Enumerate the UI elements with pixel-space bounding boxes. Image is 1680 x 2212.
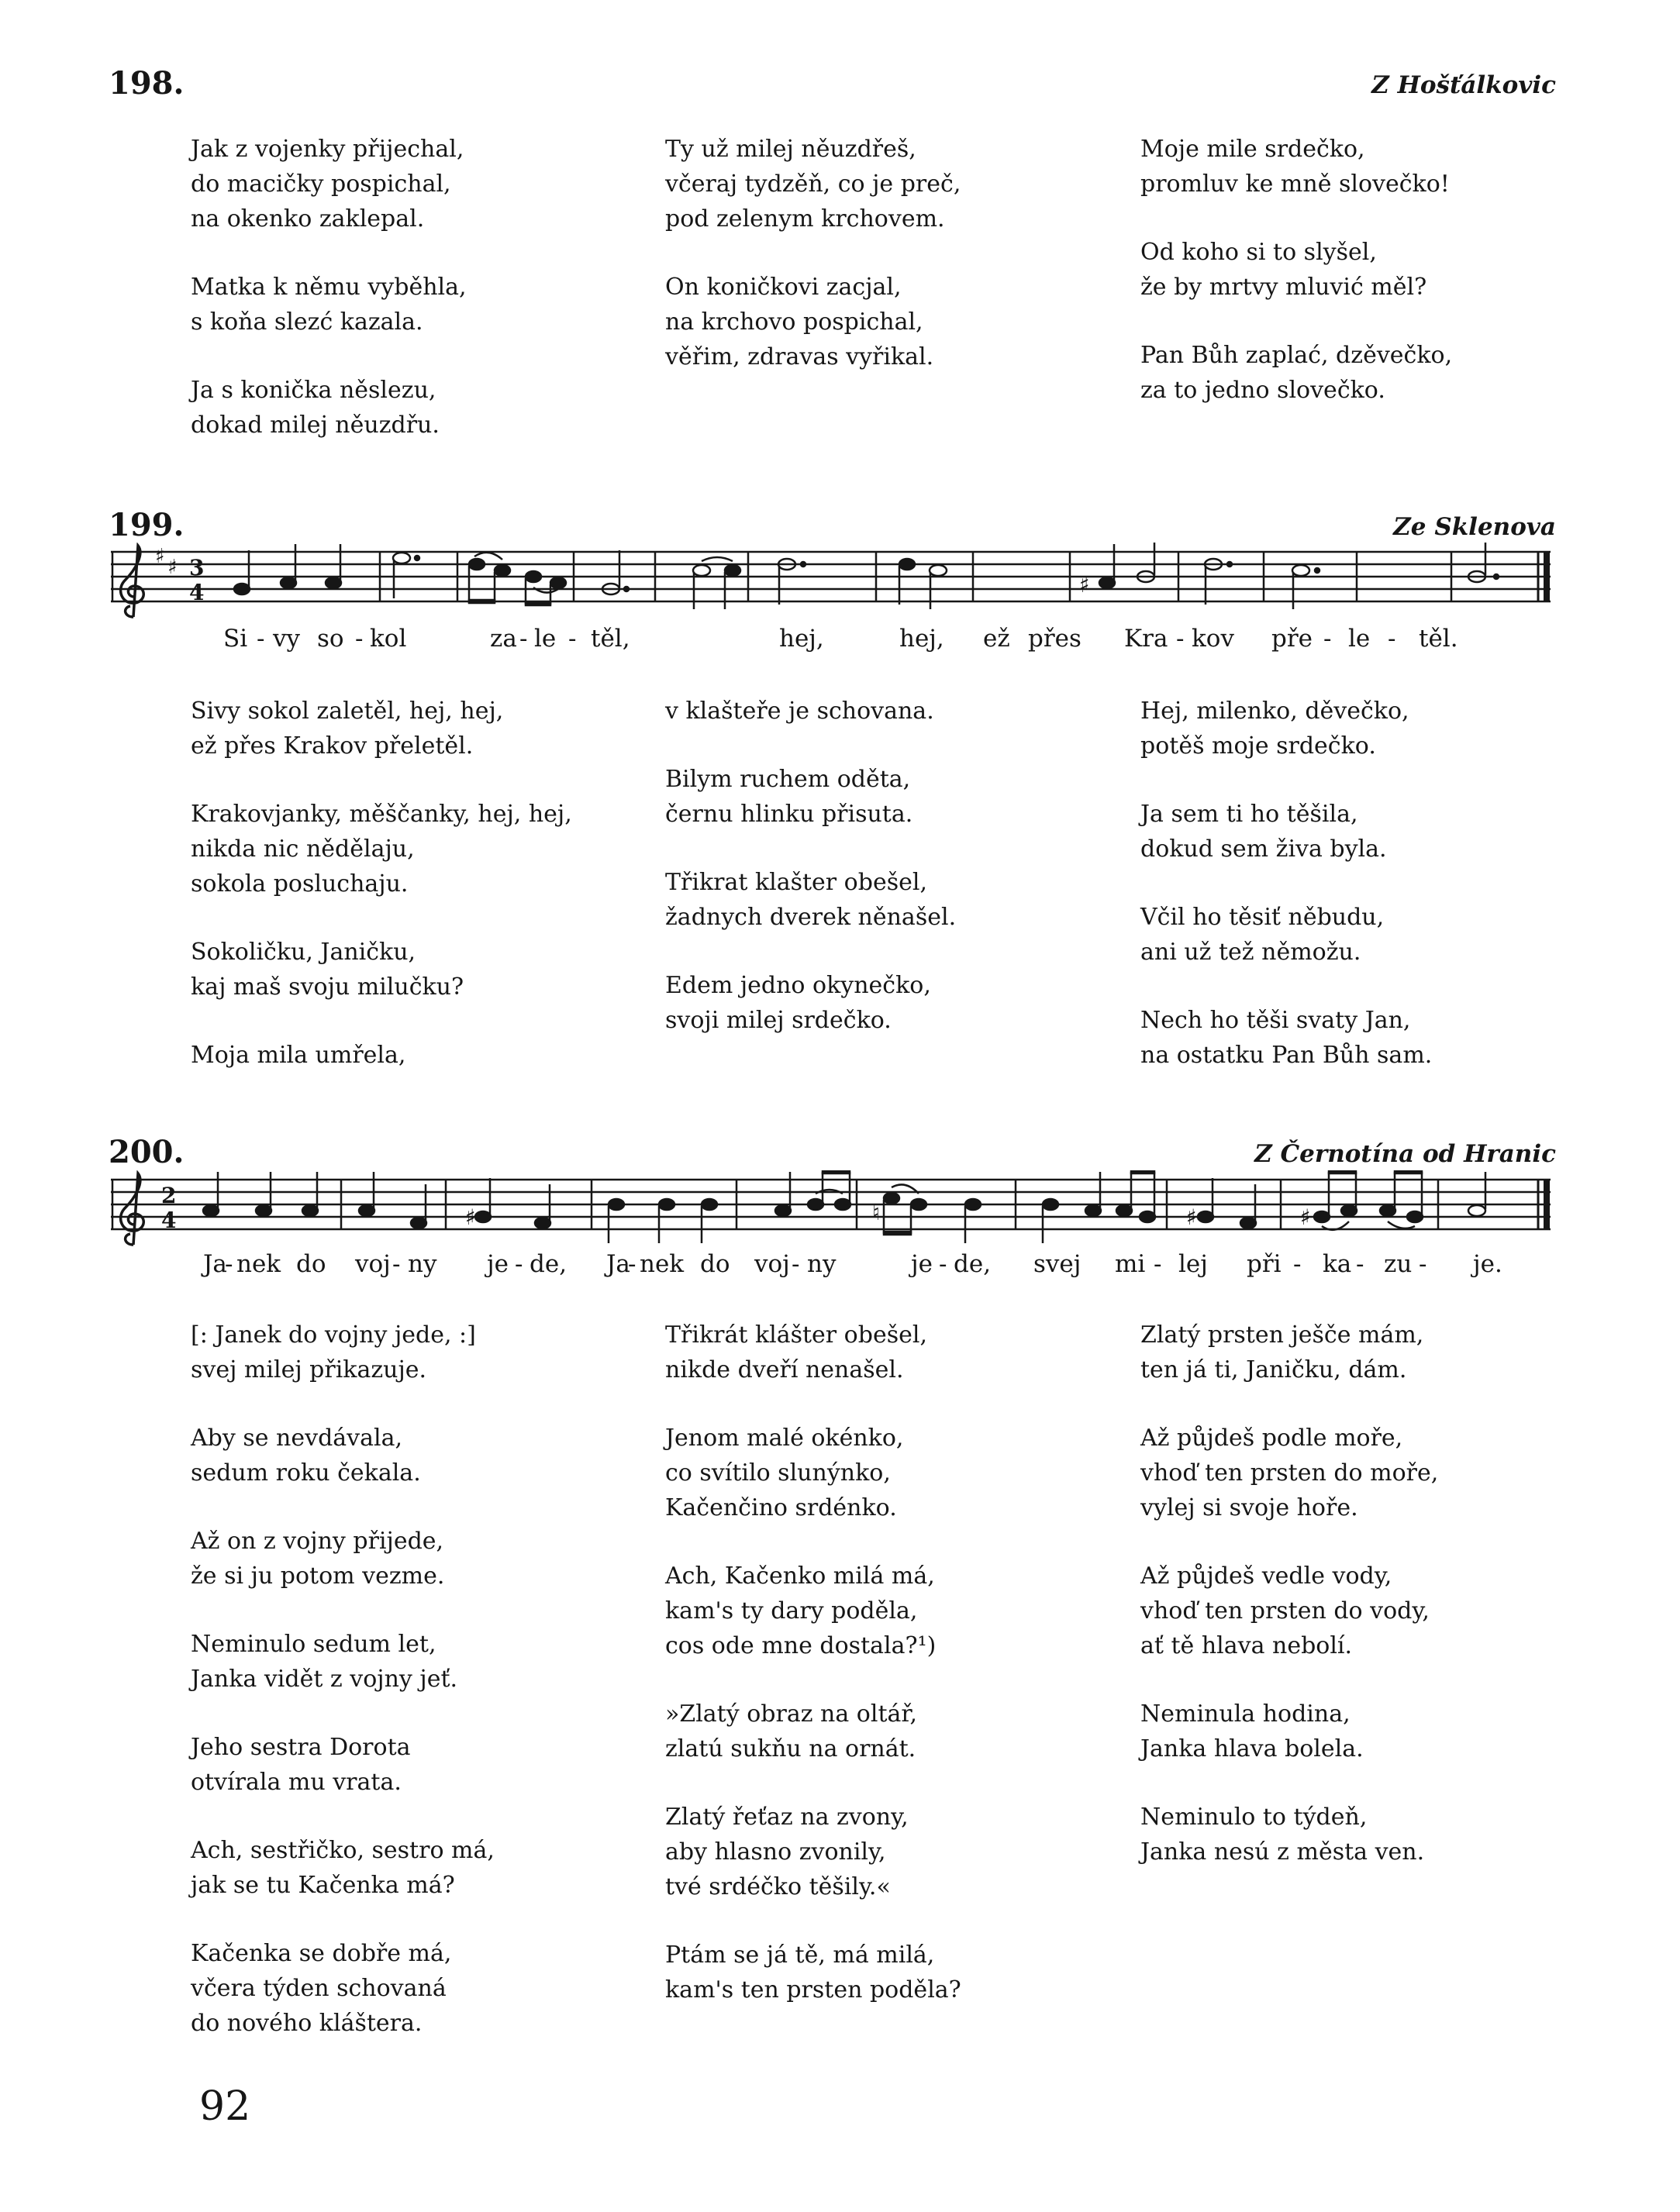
- verse-line: cos ode mne dostala?¹): [665, 1632, 937, 1659]
- song-number-199: 199.: [109, 507, 185, 543]
- verse-line: Jeho sestra Dorota: [191, 1734, 411, 1761]
- stanza: [665, 865, 956, 935]
- stanza: [665, 1938, 961, 2007]
- sharp-icon: ♯: [1079, 572, 1090, 598]
- verse-line: Neminulo to týdeň,: [1140, 1804, 1368, 1831]
- lyric-syllable: ny: [408, 1250, 437, 1278]
- lyric-syllable: -: [515, 1250, 523, 1278]
- stanza: [191, 1730, 495, 1800]
- verse-line: Třikrat klašter obešel,: [665, 869, 927, 896]
- verse-line: Třikrát klášter obešel,: [665, 1321, 927, 1349]
- stanza: [665, 968, 956, 1038]
- lyric-syllable: -: [1176, 625, 1185, 653]
- verse-line: Od koho si to slyšel,: [1140, 239, 1377, 266]
- verse-line: v klašteře je schovana.: [665, 698, 934, 725]
- lyric-syllable: -: [1293, 1250, 1302, 1278]
- verse-line: svej milej přikazuje.: [191, 1356, 427, 1383]
- verse-column-3: [1140, 1318, 1438, 1903]
- verse-line: Ja s konička něslezu,: [191, 377, 436, 404]
- verse-line: ať tě hlava nebolí.: [1140, 1632, 1353, 1659]
- verse-line: ež přes Krakov přeletěl.: [191, 732, 474, 760]
- lyric-syllable: voj: [754, 1250, 790, 1278]
- lyric-syllable: pře: [1271, 625, 1313, 653]
- verse-line: dokud sem živa byla.: [1140, 836, 1387, 863]
- lyric-syllable: -: [1419, 1250, 1427, 1278]
- stanza: [1140, 235, 1452, 305]
- lyric-syllable: -: [792, 1250, 800, 1278]
- verse-line: Ty už milej něuzdřeš,: [665, 136, 916, 163]
- verse-line: s koňa slezć kazala.: [191, 308, 423, 336]
- verse-line: Aby se nevdávala,: [191, 1425, 403, 1452]
- verse-line: vhoď ten prsten do vody,: [1140, 1597, 1430, 1625]
- song-origin-198: Z Hošťálkovic: [1371, 71, 1556, 99]
- lyric-syllable: -: [225, 1250, 233, 1278]
- verse-line: Janka vidět z vojny jeť.: [191, 1666, 458, 1693]
- lyric-syllable: hej,: [779, 625, 824, 653]
- lyric-syllable: le: [1348, 625, 1371, 653]
- verse-line: za to jedno slovečko.: [1140, 377, 1385, 404]
- lyric-syllable: nek: [640, 1250, 685, 1278]
- verse-line: Matka k němu vyběhla,: [191, 274, 467, 301]
- lyric-syllable: -: [519, 625, 528, 653]
- stanza: [191, 1833, 495, 1903]
- lyric-syllable: -: [355, 625, 364, 653]
- song-origin-199: Ze Sklenova: [1393, 513, 1556, 541]
- lyric-syllable: do: [700, 1250, 730, 1278]
- verse-line: sedum roku čekala.: [191, 1459, 421, 1487]
- music-staff-200: [0, 1170, 1680, 1256]
- lyric-syllable: kol: [370, 625, 407, 653]
- verse-line: Jak z vojenky přijechal,: [191, 136, 464, 163]
- stanza: [1140, 1003, 1432, 1073]
- verse-line: otvírala mu vrata.: [191, 1769, 402, 1796]
- stanza: [665, 694, 956, 729]
- verse-line: Kačenka se dobře má,: [191, 1940, 452, 1967]
- stanza: [665, 132, 961, 236]
- verse-line: Včil ho těsiť něbudu,: [1140, 904, 1385, 931]
- verse-line: na krchovo pospichal,: [665, 308, 923, 336]
- sharp-icon: ♯: [1186, 1204, 1197, 1230]
- verse-line: Janka hlava bolela.: [1140, 1735, 1364, 1762]
- lyric-syllable: le: [534, 625, 557, 653]
- verse-line: ani už tež němožu.: [1140, 939, 1361, 966]
- song-number-200: 200.: [109, 1134, 185, 1170]
- verse-line: ten já ti, Janičku, dám.: [1140, 1356, 1407, 1383]
- verse-line: [: Janek do vojny jede, :]: [191, 1321, 476, 1349]
- verse-line: vhoď ten prsten do moře,: [1140, 1459, 1439, 1487]
- lyric-syllable: těl,: [591, 625, 630, 653]
- lyric-syllable: -: [392, 1250, 401, 1278]
- stanza: [1140, 1421, 1438, 1525]
- lyric-syllable: je.: [1473, 1250, 1502, 1278]
- lyric-syllable: ež: [983, 625, 1010, 653]
- stanza: [191, 1421, 495, 1490]
- lyric-syllable: při: [1247, 1250, 1282, 1278]
- verse-line: Sivy sokol zaletěl, hej, hej,: [191, 698, 504, 725]
- verse-line: černu hlinku přisuta.: [665, 801, 913, 828]
- stanza: [665, 270, 961, 374]
- verse-line: »Zlatý obraz na oltář,: [665, 1700, 917, 1728]
- lyric-syllable: Ja: [606, 1250, 630, 1278]
- verse-line: Moja mila umřela,: [191, 1042, 406, 1069]
- stanza: [665, 1800, 961, 1904]
- lyric-syllable: za: [490, 625, 517, 653]
- stanza: [191, 797, 572, 901]
- verse-line: Moje mile srdečko,: [1140, 136, 1365, 163]
- verse-line: Hej, milenko, děvečko,: [1140, 698, 1409, 725]
- lyric-syllable: ka: [1323, 1250, 1352, 1278]
- lyric-syllable: lej: [1178, 1250, 1208, 1278]
- lyric-syllable: -: [628, 1250, 636, 1278]
- verse-line: Zlatý prsten ješče mám,: [1140, 1321, 1424, 1349]
- verse-line: nikda nic nědělaju,: [191, 836, 415, 863]
- natural-icon: ♮: [872, 1200, 881, 1225]
- lyric-syllable: přes: [1028, 625, 1081, 653]
- song-origin-200: Z Černotína od Hranic: [1254, 1140, 1556, 1168]
- stanza: [191, 373, 467, 443]
- verse-line: Ach, sestřičko, sestro má,: [191, 1837, 495, 1864]
- verse-line: Bilym ruchem oděta,: [665, 766, 911, 793]
- lyric-syllable: -: [568, 625, 577, 653]
- lyric-syllable: Ja: [203, 1250, 227, 1278]
- music-staff-199: [0, 543, 1680, 628]
- lyric-syllable: hej,: [899, 625, 944, 653]
- time-signature-numerator: 2: [161, 1183, 177, 1208]
- stanza: [191, 1936, 495, 2041]
- lyrics-199: [0, 625, 1680, 663]
- lyric-syllable: -: [1388, 625, 1396, 653]
- song-number-198: 198.: [109, 65, 185, 102]
- verse-column-3: [1140, 132, 1452, 441]
- stanza: [191, 1038, 572, 1073]
- verse-line: na okenko zaklepal.: [191, 205, 425, 233]
- verse-line: promluv ke mně slovečko!: [1140, 171, 1450, 198]
- time-signature-numerator: 3: [189, 555, 205, 581]
- stanza: [1140, 132, 1452, 202]
- lyric-syllable: Kra: [1124, 625, 1168, 653]
- sharp-icon: ♯: [465, 1204, 476, 1230]
- verse-line: že si ju potom vezme.: [191, 1563, 445, 1590]
- lyric-syllable: vy: [273, 625, 301, 653]
- page-number: 92: [199, 2083, 251, 2130]
- lyric-syllable: do: [296, 1250, 326, 1278]
- lyric-syllable: -: [1154, 1250, 1162, 1278]
- verse-column-2: [665, 694, 956, 1071]
- lyric-syllable: svej: [1033, 1250, 1081, 1278]
- verse-line: věřim, zdravas vyřikal.: [665, 343, 934, 370]
- stanza: [665, 1697, 961, 1766]
- time-signature-denominator: 4: [189, 580, 205, 605]
- sharp-icon: ♯: [1300, 1204, 1311, 1230]
- verse-line: zlatú sukňu na ornát.: [665, 1735, 916, 1762]
- verse-line: kam's ty dary poděla,: [665, 1597, 918, 1625]
- verse-line: aby hlasno zvonily,: [665, 1838, 886, 1866]
- verse-line: Ptám se já tě, má milá,: [665, 1942, 935, 1969]
- verse-line: jak se tu Kačenka má?: [191, 1872, 455, 1899]
- lyrics-200: [0, 1250, 1680, 1289]
- verse-line: Edem jedno okynečko,: [665, 972, 931, 999]
- verse-column-2: [665, 132, 961, 408]
- stanza: [1140, 338, 1452, 408]
- verse-line: Nech ho těši svaty Jan,: [1140, 1007, 1411, 1034]
- verse-line: Až půjdeš podle moře,: [1140, 1425, 1403, 1452]
- verse-line: Neminula hodina,: [1140, 1700, 1351, 1728]
- stanza: [191, 935, 572, 1004]
- lyric-syllable: zu: [1384, 1250, 1413, 1278]
- lyric-syllable: je: [487, 1250, 509, 1278]
- verse-line: na ostatku Pan Bůh sam.: [1140, 1042, 1433, 1069]
- stanza: [1140, 1697, 1438, 1766]
- stanza: [191, 1318, 495, 1387]
- sharp-icon: ♯: [155, 545, 165, 568]
- verse-line: Jenom malé okénko,: [665, 1425, 904, 1452]
- lyric-syllable: voj: [355, 1250, 391, 1278]
- stanza: [1140, 900, 1432, 970]
- sharp-icon: ♯: [167, 556, 178, 579]
- verse-line: Janka nesú z města ven.: [1140, 1838, 1425, 1866]
- lyric-syllable: de,: [530, 1250, 567, 1278]
- verse-line: do nového kláštera.: [191, 2010, 423, 2037]
- verse-line: žadnych dverek něnašel.: [665, 904, 957, 931]
- lyric-syllable: je: [911, 1250, 933, 1278]
- verse-line: Neminulo sedum let,: [191, 1631, 436, 1658]
- verse-line: včeraj tydzěň, co je preč,: [665, 171, 961, 198]
- verse-column-1: [191, 1318, 495, 2074]
- verse-line: sokola posluchaju.: [191, 870, 409, 898]
- stanza: [191, 1524, 495, 1594]
- lyric-syllable: -: [939, 1250, 947, 1278]
- verse-line: že by mrtvy mluvić měl?: [1140, 274, 1427, 301]
- verse-line: Ja sem ti ho těšila,: [1140, 801, 1358, 828]
- lyric-syllable: -: [1356, 1250, 1364, 1278]
- verse-line: vylej si svoje hoře.: [1140, 1494, 1358, 1521]
- verse-line: On koničkovi zacjal,: [665, 274, 902, 301]
- lyric-syllable: nek: [236, 1250, 281, 1278]
- stanza: [1140, 1800, 1438, 1869]
- verse-line: pod zelenym krchovem.: [665, 205, 945, 233]
- lyric-syllable: Si: [223, 625, 248, 653]
- verse-column-1: [191, 694, 572, 1106]
- verse-line: nikde dveří nenašel.: [665, 1356, 904, 1383]
- treble-clef-icon: [121, 546, 144, 617]
- stanza: [191, 694, 572, 763]
- stanza: [665, 1318, 961, 1387]
- stanza: [191, 270, 467, 339]
- treble-clef-icon: [121, 1173, 144, 1245]
- verse-line: kam's ten prsten poděla?: [665, 1976, 961, 2004]
- verse-line: včera týden schovaná: [191, 1975, 447, 2002]
- verse-line: co svítilo slunýnko,: [665, 1459, 891, 1487]
- stanza: [1140, 1318, 1438, 1387]
- stanza: [1140, 797, 1432, 867]
- stanza: [1140, 1559, 1438, 1663]
- stanza: [665, 1559, 961, 1663]
- verse-line: dokad milej něuzdřu.: [191, 412, 440, 439]
- verse-line: Sokoličku, Janičku,: [191, 939, 416, 966]
- verse-line: Pan Bůh zaplać, dzěvečko,: [1140, 342, 1453, 369]
- stanza: [665, 762, 956, 832]
- verse-line: Krakovjanky, měščanky, hej, hej,: [191, 801, 572, 828]
- stanza: [665, 1421, 961, 1525]
- time-signature-denominator: 4: [161, 1208, 177, 1233]
- verse-line: tvé srdéčko těšily.«: [665, 1873, 891, 1900]
- verse-line: do macičky pospichal,: [191, 171, 451, 198]
- stanza: [191, 1627, 495, 1697]
- lyric-syllable: de,: [954, 1250, 992, 1278]
- verse-line: Až půjdeš vedle vody,: [1140, 1563, 1392, 1590]
- verse-column-2: [665, 1318, 961, 2041]
- stanza: [191, 132, 467, 236]
- verse-line: kaj maš svoju milučku?: [191, 973, 464, 1001]
- verse-line: Zlatý řeťaz na zvony,: [665, 1804, 909, 1831]
- verse-line: Ach, Kačenko milá má,: [665, 1563, 935, 1590]
- lyric-syllable: -: [257, 625, 265, 653]
- lyric-syllable: těl.: [1419, 625, 1458, 653]
- verse-line: potěš moje srdečko.: [1140, 732, 1376, 760]
- lyric-syllable: so: [317, 625, 344, 653]
- lyric-syllable: mi: [1115, 1250, 1146, 1278]
- verse-column-1: [191, 132, 467, 476]
- lyric-syllable: -: [1323, 625, 1332, 653]
- lyric-syllable: ny: [807, 1250, 837, 1278]
- verse-line: svoji milej srdečko.: [665, 1007, 892, 1034]
- verse-line: Až on z vojny přijede,: [191, 1528, 444, 1555]
- lyric-syllable: kov: [1192, 625, 1234, 653]
- verse-column-3: [1140, 694, 1432, 1106]
- verse-line: Kačenčino srdénko.: [665, 1494, 897, 1521]
- stanza: [1140, 694, 1432, 763]
